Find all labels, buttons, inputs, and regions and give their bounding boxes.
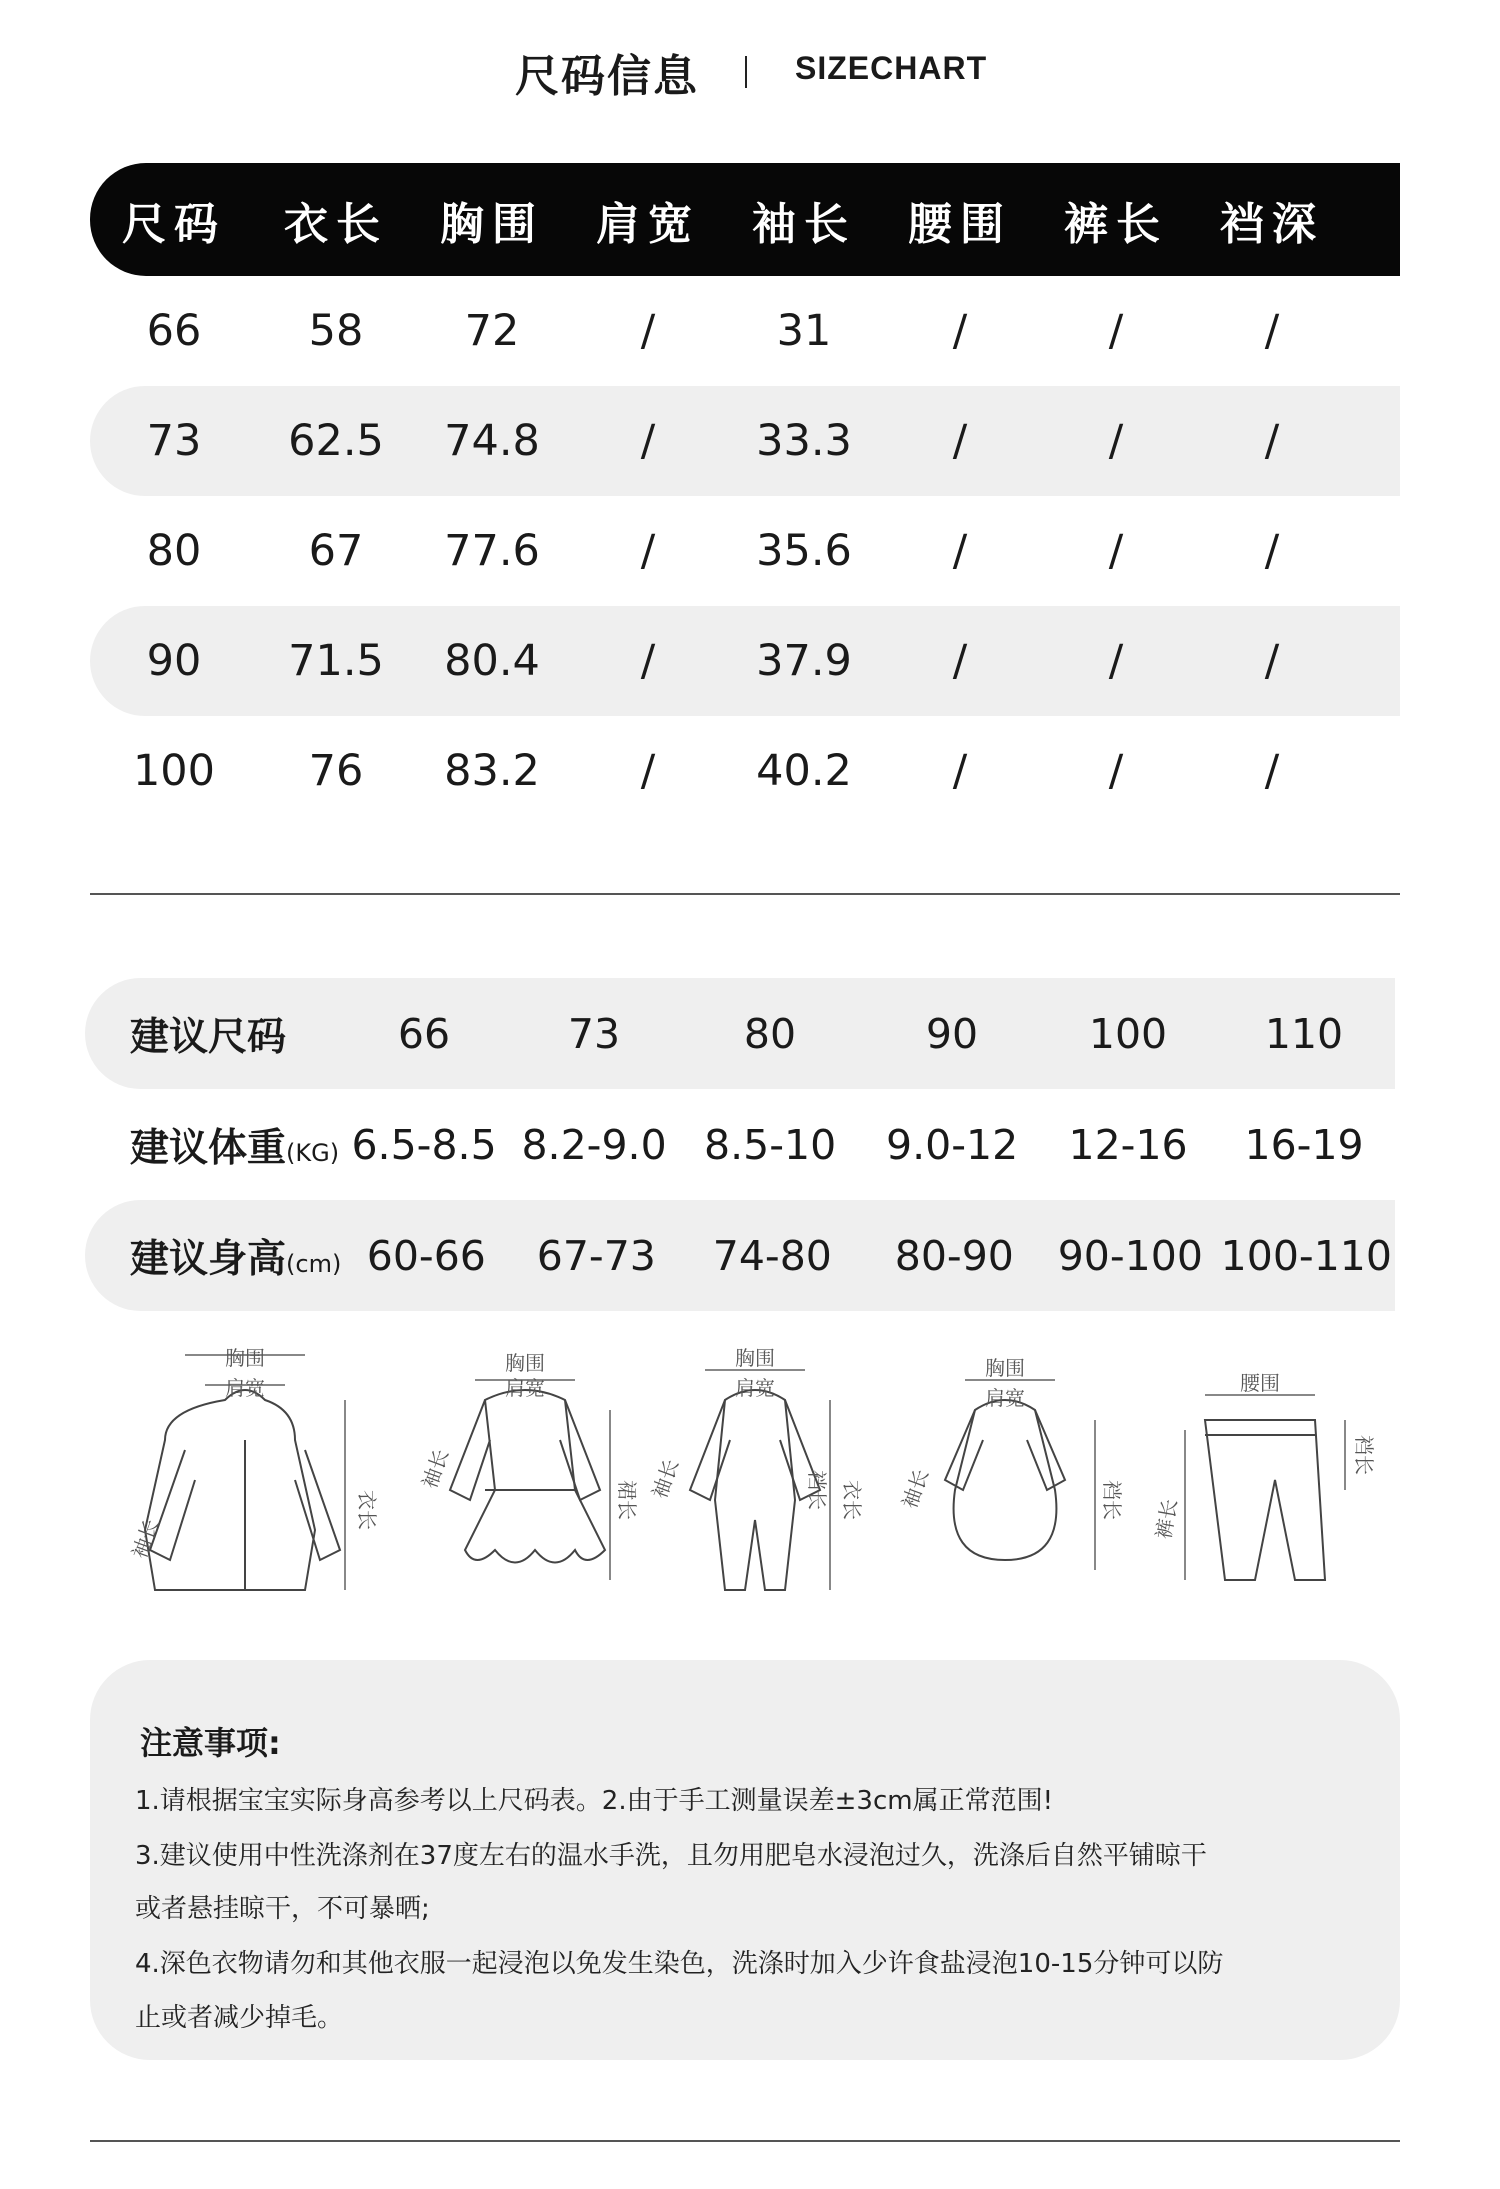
table-cell: 76 [308,746,364,796]
title-chinese: 尺码信息 [515,51,699,102]
table-cell: 40.2 [756,746,852,796]
section-divider [90,893,1400,895]
size-table [90,163,1400,826]
table-cell: / [1264,746,1280,796]
jacket-diagram [115,1340,385,1620]
label-sleeve: 袖长 [127,1515,164,1562]
table-cell: / [1108,746,1124,796]
table-cell: 100-110 [1220,1231,1392,1280]
note-line: 或者悬挂晾干，不可暴晒; [135,1894,430,1924]
note-line: 止或者减少掉毛。 [135,2003,344,2033]
table-cell: / [952,526,968,576]
label-length: 衣长 [355,1490,379,1530]
label-shoulder: 肩宽 [735,1376,775,1400]
table-cell: 8.2-9.0 [521,1120,667,1169]
height-unit: (cm) [286,1249,342,1278]
table-cell: 110 [1264,1009,1344,1058]
header-pants-length: 裤长 [1064,198,1168,250]
label-shoulder: 肩宽 [225,1376,265,1400]
table-cell: 74.8 [444,416,540,466]
romper-diagram [635,1340,885,1620]
table-cell: / [1108,526,1124,576]
recommended-weight-row [85,1089,1395,1200]
table-cell: 90 [146,636,202,686]
table-cell: / [1108,636,1124,686]
table-cell: 66 [146,306,202,356]
title-bar [0,40,1500,100]
table-cell: 35.6 [756,526,852,576]
table-cell: 67 [308,526,364,576]
table-cell: 58 [308,306,364,356]
table-cell: 90 [925,1009,979,1058]
label-shoulder: 肩宽 [505,1376,545,1400]
table-cell: 37.9 [756,636,852,686]
header-size: 尺码 [122,198,226,250]
table-cell: / [640,526,656,576]
label-chest: 胸围 [225,1346,265,1370]
height-label-text: 建议身高 [130,1236,287,1282]
label-chest: 胸围 [735,1346,775,1370]
table-cell: / [640,636,656,686]
label-length: 衣长 [840,1480,864,1520]
table-cell: 77.6 [444,526,540,576]
note-line: 4.深色衣物请勿和其他衣服一起浸泡以免发生染色，洗涤时加入少许食盐浸泡10-15分钟可以防 [135,1949,1224,1979]
table-cell: 16-19 [1244,1120,1364,1169]
table-cell: / [952,636,968,686]
label-crotch: 裆长 [805,1470,829,1510]
table-cell: 100 [1088,1009,1168,1058]
pants-diagram [1145,1340,1385,1620]
table-cell: 72 [464,306,520,356]
label-sleeve: 袖长 [417,1445,454,1492]
table-row [90,276,1400,386]
header-length: 衣长 [284,198,388,250]
recommendation-table [85,978,1395,1311]
table-row [90,386,1400,496]
header-chest: 胸围 [440,198,544,250]
table-cell: 80.4 [444,636,540,686]
table-cell: / [1108,306,1124,356]
table-cell: / [1264,636,1280,686]
recommended-height-row [85,1200,1395,1311]
table-cell: 83.2 [444,746,540,796]
bottom-divider [90,2140,1400,2142]
table-row [90,496,1400,606]
size-table-header [90,163,1400,276]
label-skirt-length: 裙长 [615,1480,639,1520]
header-waist: 腰围 [908,198,1012,250]
table-cell: / [1108,416,1124,466]
table-cell: 67-73 [536,1231,656,1280]
table-cell: 73 [567,1009,621,1058]
table-cell: 62.5 [288,416,384,466]
table-cell: / [952,746,968,796]
notes-title: 注意事项: [140,1724,281,1762]
table-row [90,606,1400,716]
weight-label-text: 建议体重 [130,1125,287,1171]
table-cell: 31 [776,306,832,356]
label-crotch-depth: 裆长 [1352,1435,1376,1475]
table-cell: / [1264,306,1280,356]
table-cell: 74-80 [712,1231,832,1280]
label-shoulder: 肩宽 [985,1386,1025,1410]
table-cell: 100 [132,746,216,796]
table-cell: 33.3 [756,416,852,466]
label-chest: 胸围 [505,1351,545,1375]
table-cell: 9.0-12 [885,1120,1019,1169]
label-crotch: 裆长 [1100,1480,1124,1520]
title-separator [745,56,747,88]
table-cell: 12-16 [1068,1120,1188,1169]
table-cell: 66 [397,1009,451,1058]
table-cell: 6.5-8.5 [351,1120,497,1169]
table-cell: 90-100 [1057,1231,1203,1280]
table-cell: / [640,416,656,466]
table-cell: / [640,746,656,796]
table-cell: 8.5-10 [703,1120,837,1169]
header-crotch-depth: 裆深 [1220,198,1324,250]
label-chest: 胸围 [985,1356,1025,1380]
table-cell: / [1264,416,1280,466]
garment-illustrations [115,1340,1385,1620]
dress-diagram [405,1340,645,1620]
label-pants-length: 裤长 [1151,1497,1182,1541]
recommended-size-label: 建议尺码 [130,1014,287,1060]
label-waist: 腰围 [1240,1371,1280,1395]
table-cell: / [952,306,968,356]
table-cell: / [1264,526,1280,576]
table-cell: 60-66 [366,1231,486,1280]
care-notes [90,1660,1400,2060]
table-cell: / [952,416,968,466]
note-line: 3.建议使用中性洗涤剂在37度左右的温水手洗，且勿用肥皂水浸泡过久，洗涤后自然平铺晾干 [135,1841,1207,1871]
table-cell: 80 [146,526,202,576]
label-sleeve: 袖长 [897,1465,934,1512]
bodysuit-diagram [885,1340,1135,1620]
table-cell: 71.5 [288,636,384,686]
recommended-size-row [85,978,1395,1089]
table-cell: 80-90 [894,1231,1014,1280]
header-sleeve: 袖长 [752,198,856,250]
table-cell: / [640,306,656,356]
title-english: SIZECHART [795,50,988,86]
weight-unit: (KG) [286,1138,340,1167]
table-cell: 73 [146,416,202,466]
header-shoulder: 肩宽 [596,198,700,250]
table-cell: 80 [743,1009,797,1058]
table-row [90,716,1400,826]
recommended-height-label [85,1228,341,1284]
recommended-weight-label [85,1117,339,1173]
note-line: 1.请根据宝宝实际身高参考以上尺码表。2.由于手工测量误差±3cm属正常范围! [135,1786,1053,1816]
label-sleeve: 袖长 [647,1455,684,1502]
